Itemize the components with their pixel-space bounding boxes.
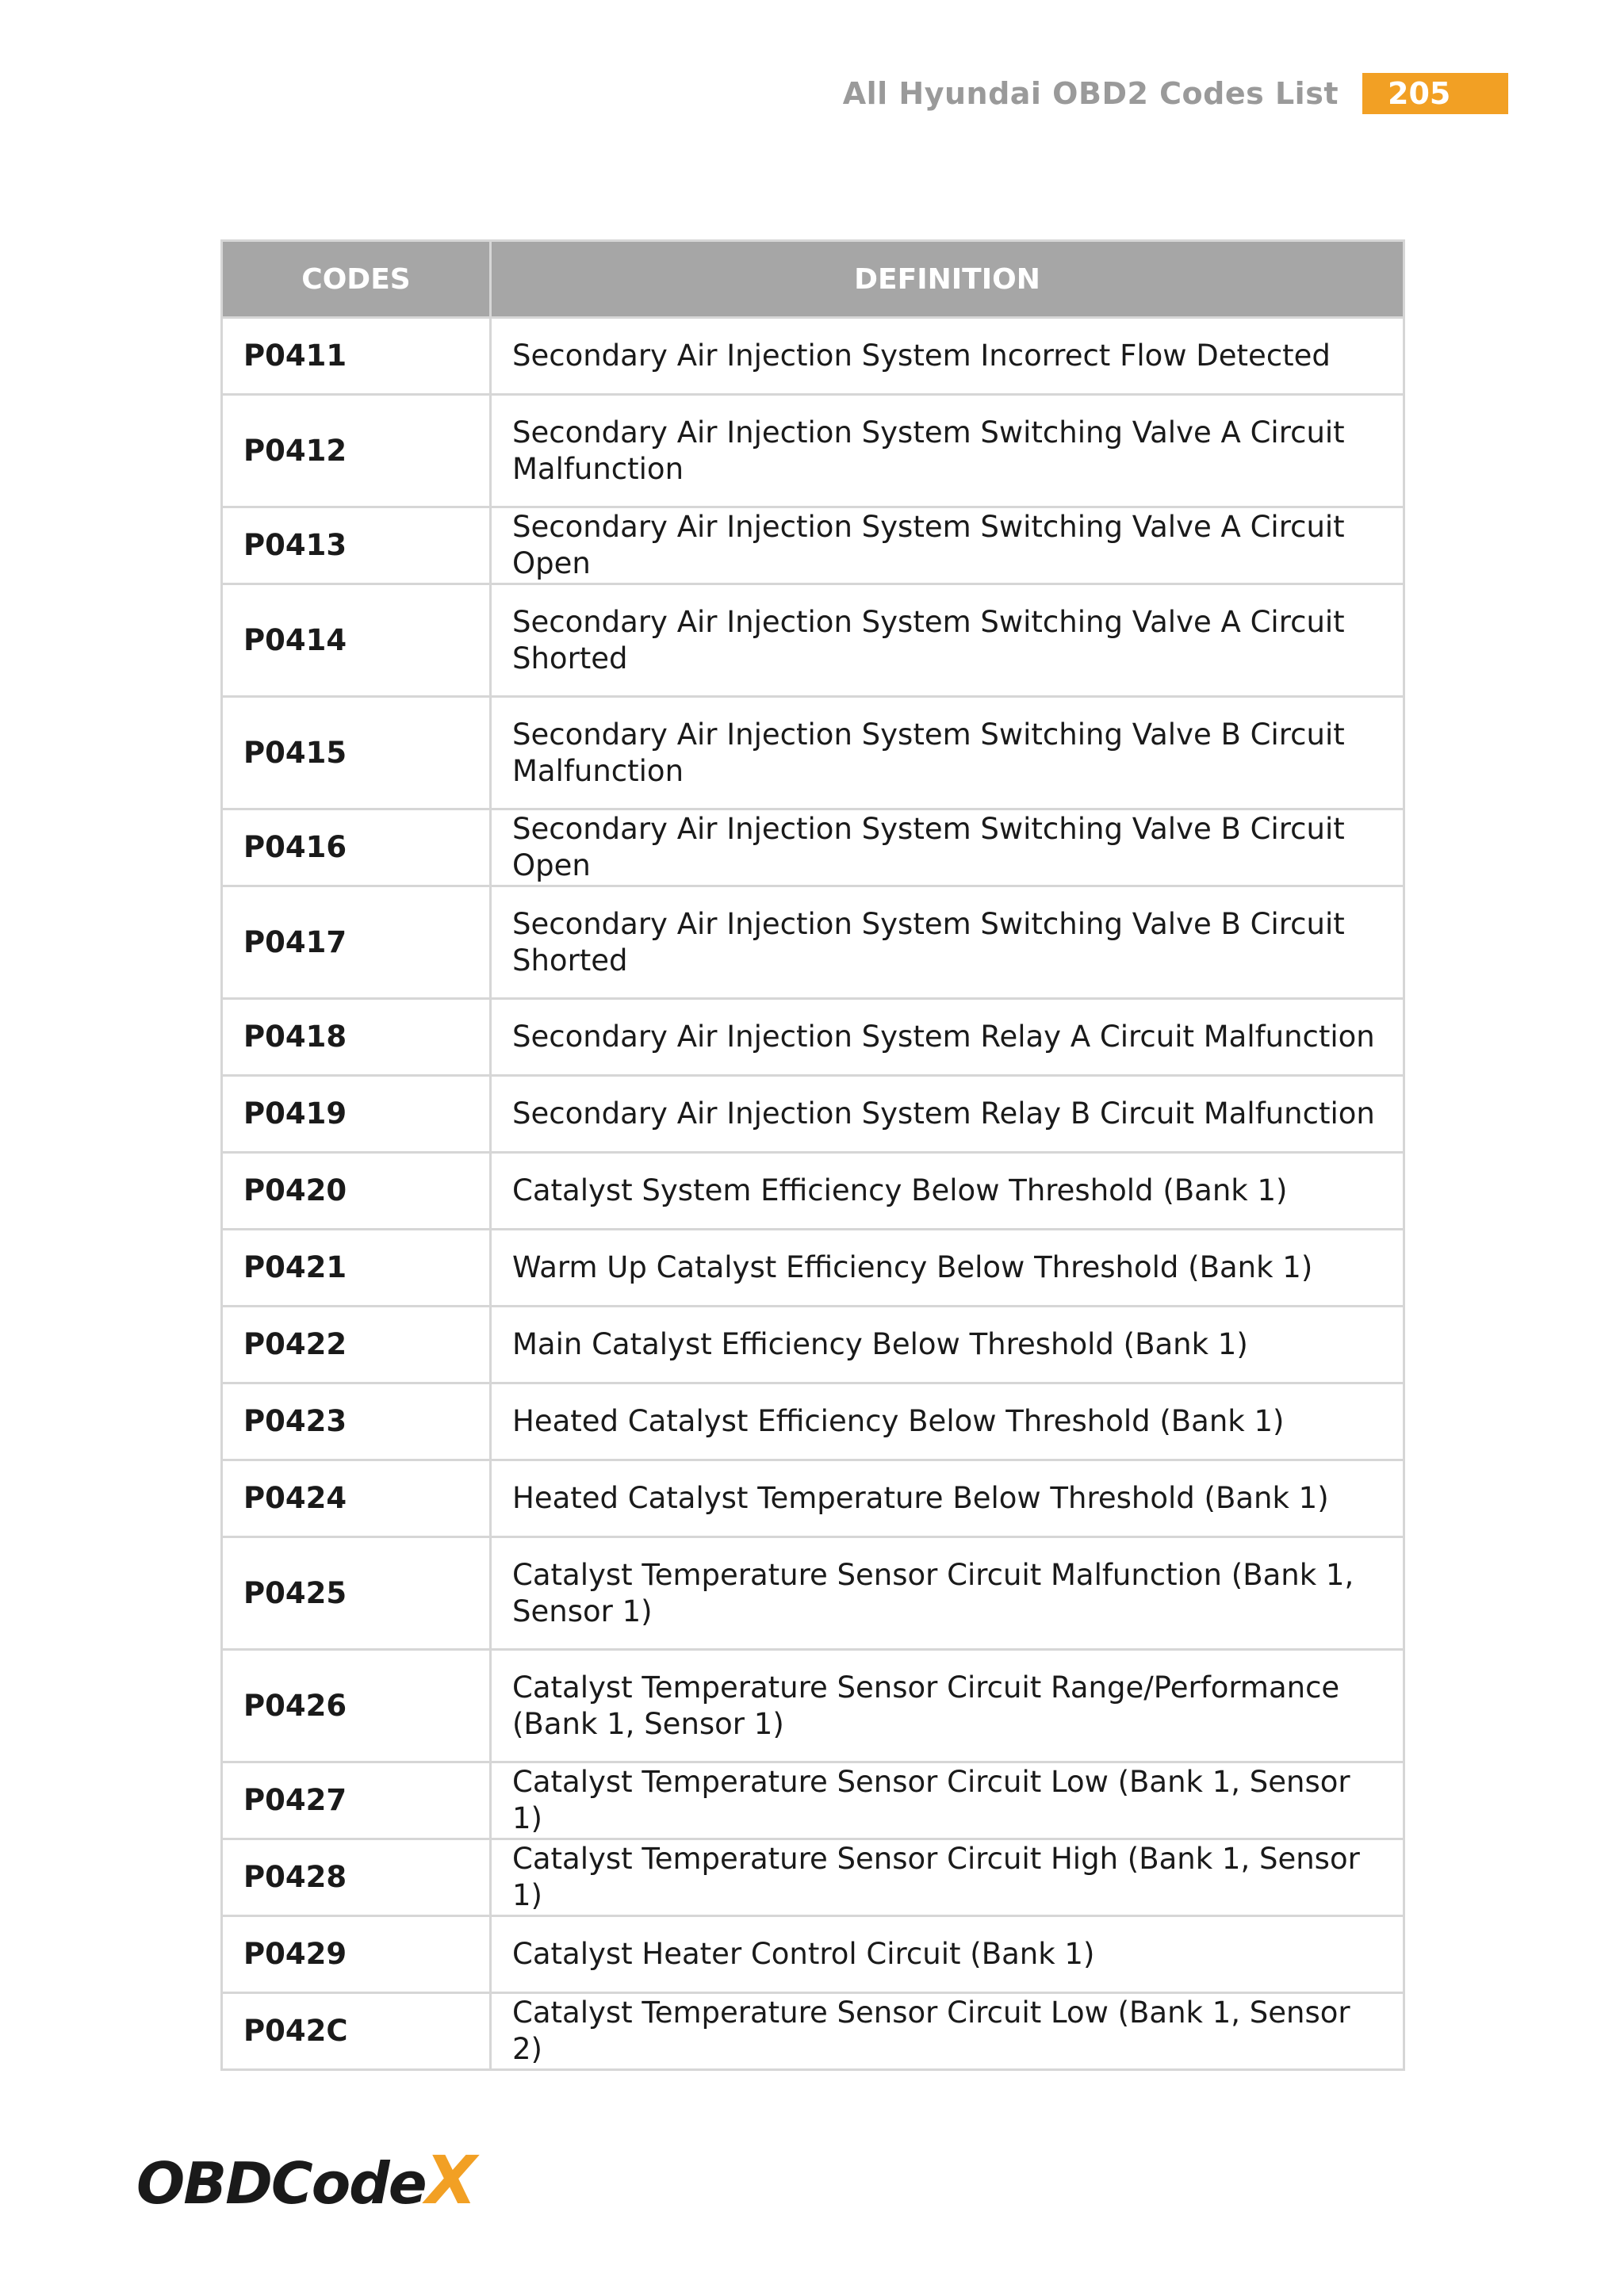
code-cell: P0422 xyxy=(222,1307,491,1383)
column-header-definition: DEFINITION xyxy=(491,241,1404,318)
code-cell: P0415 xyxy=(222,697,491,809)
definition-cell: Catalyst Temperature Sensor Circuit Range/Performance (Bank 1, Sensor 1) xyxy=(491,1650,1404,1762)
code-cell: P0429 xyxy=(222,1916,491,1993)
logo-text: OBDCode xyxy=(136,2150,426,2217)
table-row xyxy=(222,395,1404,507)
table-row xyxy=(222,1993,1404,2070)
definition-cell: Secondary Air Injection System Switching Valve A Circuit Malfunction xyxy=(491,395,1404,507)
table-row xyxy=(222,1153,1404,1230)
definition-cell: Warm Up Catalyst Efficiency Below Threshold (Bank 1) xyxy=(491,1230,1404,1307)
code-cell: P0421 xyxy=(222,1230,491,1307)
definition-cell: Catalyst Temperature Sensor Circuit Low (Bank 1, Sensor 1) xyxy=(491,1762,1404,1839)
obdcodex-logo xyxy=(136,2141,476,2219)
definition-cell: Catalyst Temperature Sensor Circuit Malfunction (Bank 1, Sensor 1) xyxy=(491,1537,1404,1650)
table-row xyxy=(222,1839,1404,1916)
definition-cell: Catalyst Heater Control Circuit (Bank 1) xyxy=(491,1916,1404,1993)
definition-cell: Catalyst System Efficiency Below Threshold (Bank 1) xyxy=(491,1153,1404,1230)
code-cell: P0414 xyxy=(222,584,491,697)
page-number: 205 xyxy=(1388,76,1451,111)
code-cell: P0411 xyxy=(222,318,491,395)
table-row xyxy=(222,584,1404,697)
code-cell: P042C xyxy=(222,1993,491,2070)
table-row xyxy=(222,886,1404,999)
code-cell: P0420 xyxy=(222,1153,491,1230)
code-cell: P0425 xyxy=(222,1537,491,1650)
definition-cell: Secondary Air Injection System Relay B Circuit Malfunction xyxy=(491,1076,1404,1153)
definition-cell: Catalyst Temperature Sensor Circuit High (Bank 1, Sensor 1) xyxy=(491,1839,1404,1916)
table-row xyxy=(222,1307,1404,1383)
table-row xyxy=(222,318,1404,395)
code-cell: P0416 xyxy=(222,809,491,886)
page-header xyxy=(843,73,1508,114)
definition-cell: Catalyst Temperature Sensor Circuit Low (Bank 1, Sensor 2) xyxy=(491,1993,1404,2070)
table-row xyxy=(222,507,1404,584)
table-row xyxy=(222,1650,1404,1762)
definition-cell: Heated Catalyst Temperature Below Threshold (Bank 1) xyxy=(491,1460,1404,1537)
table-row xyxy=(222,1460,1404,1537)
definition-cell: Main Catalyst Efficiency Below Threshold (Bank 1) xyxy=(491,1307,1404,1383)
document-title: All Hyundai OBD2 Codes List xyxy=(842,76,1339,111)
definition-cell: Secondary Air Injection System Relay A Circuit Malfunction xyxy=(491,999,1404,1076)
code-cell: P0427 xyxy=(222,1762,491,1839)
code-cell: P0417 xyxy=(222,886,491,999)
codes-table xyxy=(220,239,1405,2071)
page-number-badge xyxy=(1362,73,1508,114)
table-row xyxy=(222,1076,1404,1153)
definition-cell: Secondary Air Injection System Switching Valve B Circuit Shorted xyxy=(491,886,1404,999)
code-cell: P0423 xyxy=(222,1383,491,1460)
code-cell: P0419 xyxy=(222,1076,491,1153)
definition-cell: Secondary Air Injection System Switching Valve B Circuit Open xyxy=(491,809,1404,886)
table-row xyxy=(222,1383,1404,1460)
definition-cell: Secondary Air Injection System Switching Valve A Circuit Shorted xyxy=(491,584,1404,697)
column-header-codes: CODES xyxy=(222,241,491,318)
table-header-row xyxy=(222,241,1404,318)
table-row xyxy=(222,1537,1404,1650)
table-row xyxy=(222,1916,1404,1993)
code-cell: P0424 xyxy=(222,1460,491,1537)
code-cell: P0428 xyxy=(222,1839,491,1916)
definition-cell: Heated Catalyst Efficiency Below Threshold (Bank 1) xyxy=(491,1383,1404,1460)
logo-accent: X xyxy=(425,2141,476,2219)
code-cell: P0418 xyxy=(222,999,491,1076)
table-row xyxy=(222,1762,1404,1839)
table-row xyxy=(222,809,1404,886)
definition-cell: Secondary Air Injection System Switching Valve B Circuit Malfunction xyxy=(491,697,1404,809)
code-cell: P0412 xyxy=(222,395,491,507)
definition-cell: Secondary Air Injection System Incorrect Flow Detected xyxy=(491,318,1404,395)
definition-cell: Secondary Air Injection System Switching Valve A Circuit Open xyxy=(491,507,1404,584)
code-cell: P0413 xyxy=(222,507,491,584)
code-cell: P0426 xyxy=(222,1650,491,1762)
table-row xyxy=(222,697,1404,809)
table-row xyxy=(222,999,1404,1076)
table-row xyxy=(222,1230,1404,1307)
